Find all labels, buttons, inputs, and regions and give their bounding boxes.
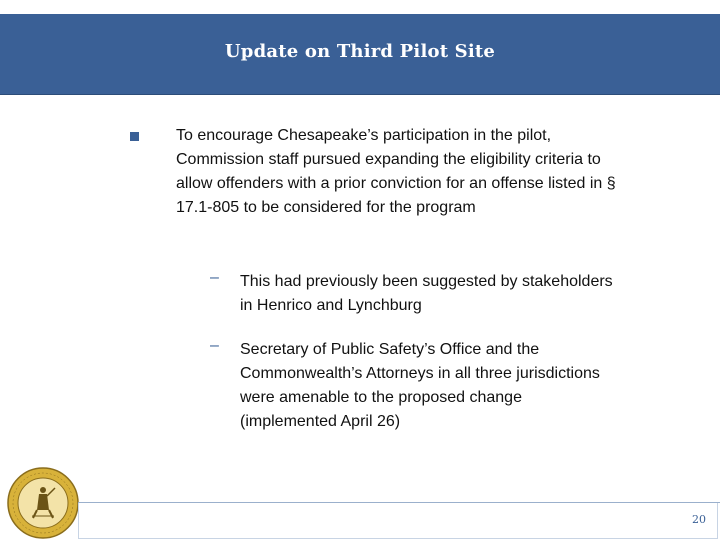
main-bullet-text: To encourage Chesapeake’s participation in the pilot, Commission staff pursued expanding the eligibility criteria to allow offenders with a prior conviction for an offense listed in § 17.1-805 to be considered for the program <box>176 127 616 216</box>
sub-bullet-1: This had previously been suggested by stakeholders in Henrico and Lynchburg <box>240 273 613 314</box>
sub-bullet-2: Secretary of Public Safety’s Office and the Commonwealth’s Attorneys in all three jurisdictions were amenable to the proposed change (implemented April 26) <box>240 341 600 430</box>
sub-bullet-dash: – <box>210 269 219 286</box>
page-number: 20 <box>692 513 706 526</box>
sub-bullet-dash: – <box>210 337 219 354</box>
footer-frame <box>78 503 718 539</box>
slide-title: Update on Third Pilot Site <box>224 41 496 62</box>
virginia-seal-icon <box>6 466 80 540</box>
bullet-marker <box>130 132 139 141</box>
